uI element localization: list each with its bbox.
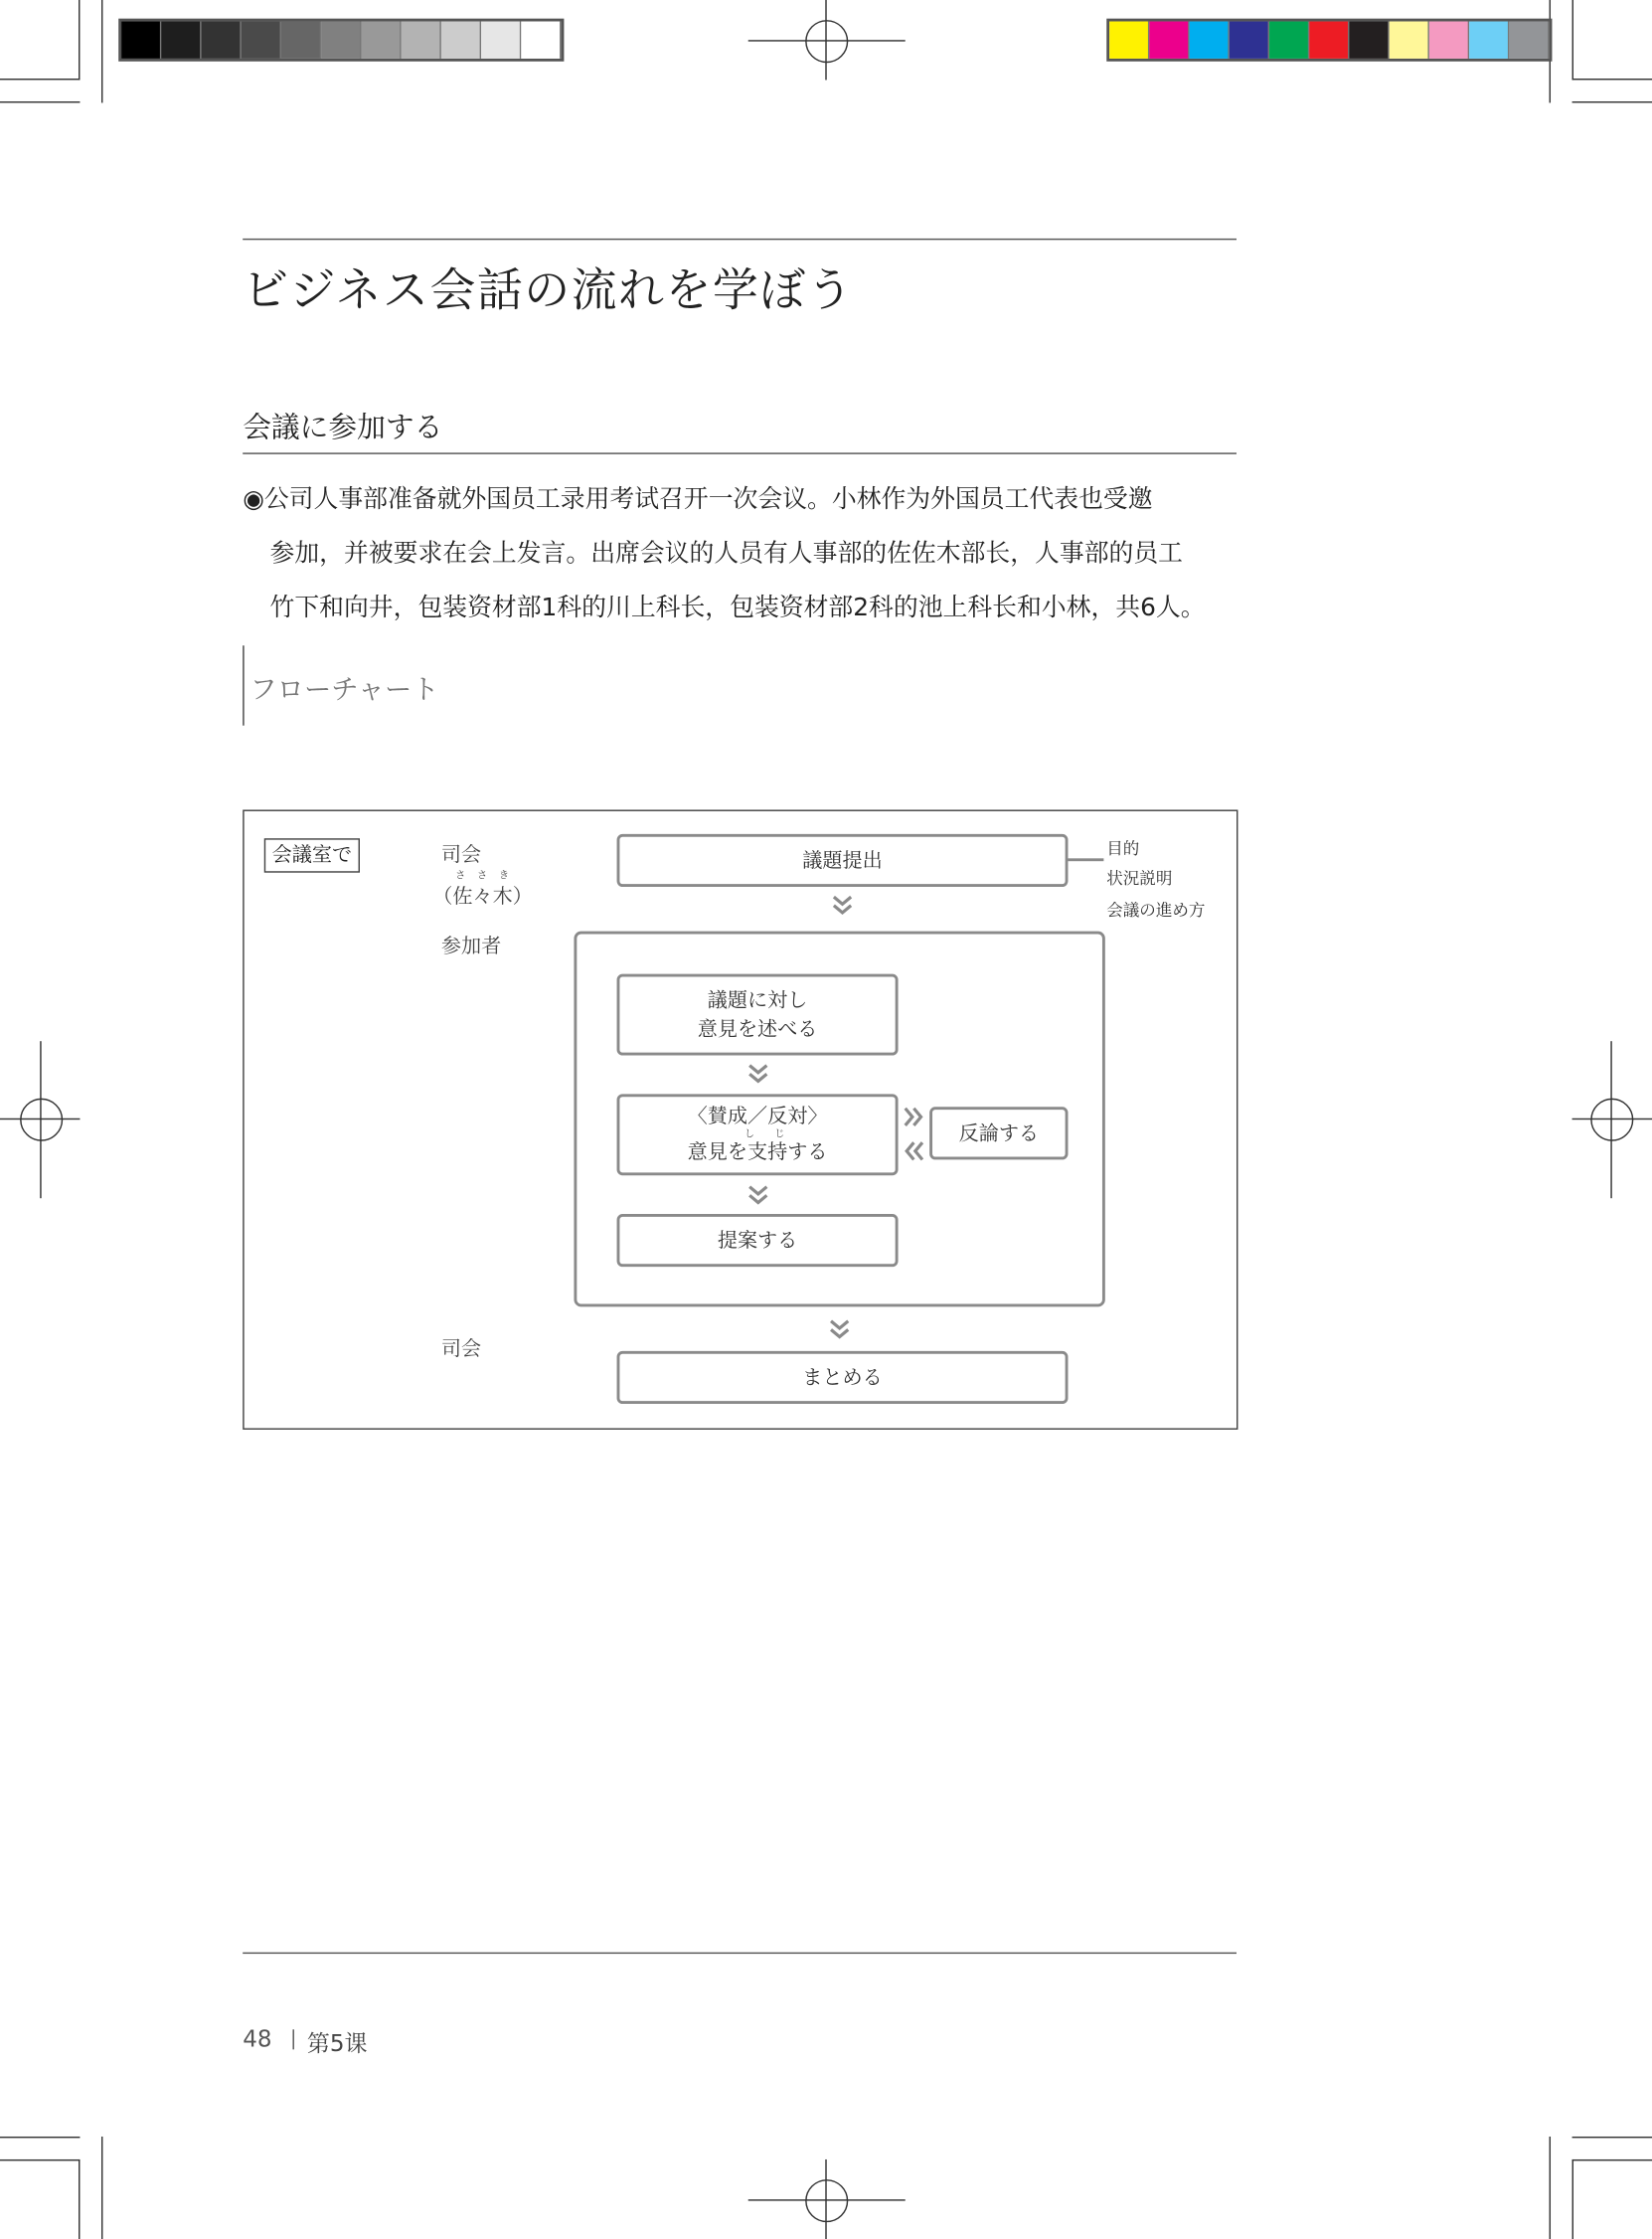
role-chair-name: （佐々木）	[432, 885, 533, 909]
grayscale-bar	[118, 19, 564, 62]
chair-name-ruby: さ さ き	[455, 869, 514, 882]
step-support-line: 〈賛成／反対〉	[687, 1105, 828, 1128]
crop-mark	[0, 2159, 80, 2160]
gray-swatch	[202, 22, 242, 59]
color-swatch	[1429, 22, 1469, 59]
lesson-label: 第5课	[306, 2029, 368, 2057]
color-swatch	[1190, 22, 1230, 59]
role-participants: 参加者	[440, 935, 502, 958]
crop-mark	[1572, 2137, 1652, 2138]
gray-swatch	[321, 22, 361, 59]
crop-mark	[1550, 2137, 1551, 2239]
paragraph-line: 参加，并被要求在会上发言。出席会议的人员有人事部的佐佐木部长，人事部的员工	[269, 539, 1184, 569]
step-rebut-text: 反論する	[958, 1121, 1040, 1145]
label-bar	[243, 645, 244, 725]
gray-swatch	[441, 22, 481, 59]
top-rule	[243, 239, 1237, 240]
crop-mark	[1572, 79, 1652, 80]
crop-mark	[0, 79, 80, 80]
crop-mark	[101, 0, 102, 102]
footer-rule	[243, 1953, 1237, 1954]
color-swatch	[1309, 22, 1349, 59]
color-swatch	[1390, 22, 1429, 59]
page-number: 48	[243, 2024, 272, 2053]
step-propose	[617, 1214, 899, 1267]
page-title: ビジネス会話の流れを学ぼう	[243, 262, 855, 317]
crop-mark	[0, 2137, 80, 2138]
step-agenda	[617, 834, 1069, 887]
agenda-note: 会議の進め方	[1106, 899, 1206, 921]
color-swatch	[1349, 22, 1389, 59]
color-swatch	[1149, 22, 1189, 59]
section-heading: 会議に参加する	[243, 410, 443, 444]
color-swatch	[1509, 22, 1549, 59]
crop-mark	[1572, 0, 1573, 80]
flowchart-label: フローチャート	[249, 674, 439, 706]
crop-mark	[1572, 2159, 1573, 2239]
crop-mark	[79, 0, 80, 80]
gray-swatch	[361, 22, 401, 59]
crop-mark	[1572, 2159, 1652, 2160]
crop-mark	[101, 2137, 102, 2239]
chevron-down-icon	[828, 1318, 851, 1341]
step-agenda-text: 議題提出	[802, 848, 883, 872]
chevron-down-icon	[831, 894, 854, 917]
gray-swatch	[161, 22, 201, 59]
color-swatch	[1109, 22, 1149, 59]
step-summarize	[617, 1351, 1069, 1404]
color-swatch	[1269, 22, 1309, 59]
gray-swatch	[281, 22, 321, 59]
gray-swatch	[521, 22, 561, 59]
chevron-left-icon	[903, 1139, 925, 1162]
step-support-line: 意見を支持する	[687, 1140, 828, 1164]
gray-swatch	[121, 22, 161, 59]
crop-mark	[79, 2159, 80, 2239]
color-swatch	[1469, 22, 1509, 59]
footer-divider	[292, 2029, 293, 2049]
gray-swatch	[402, 22, 441, 59]
color-bar	[1106, 19, 1552, 62]
role-chair: 司会	[440, 843, 482, 867]
color-swatch	[1230, 22, 1269, 59]
support-ruby: し じ	[743, 1127, 794, 1140]
agenda-note: 状況説明	[1106, 868, 1173, 889]
step-rebut	[929, 1107, 1068, 1159]
chevron-down-icon	[746, 1063, 769, 1086]
crop-mark	[0, 101, 80, 102]
step-opinion-line: 意見を述べる	[697, 1017, 818, 1041]
connector-line	[1068, 858, 1103, 861]
crop-mark	[1572, 101, 1652, 102]
paragraph-line: ◉公司人事部准备就外国员工录用考试召开一次会议。小林作为外国员工代表也受邀	[243, 485, 1153, 515]
step-opinion-line: 議題に対し	[707, 988, 808, 1012]
gray-swatch	[481, 22, 521, 59]
step-propose-text: 提案する	[717, 1229, 798, 1253]
chevron-right-icon	[903, 1106, 925, 1128]
step-opinion	[617, 974, 899, 1056]
step-support	[617, 1094, 899, 1175]
step-summarize-text: まとめる	[802, 1365, 883, 1389]
gray-swatch	[242, 22, 281, 59]
location-tag: 会議室で	[264, 838, 360, 872]
role-chair-end: 司会	[440, 1337, 482, 1361]
chevron-down-icon	[746, 1184, 769, 1207]
agenda-note: 目的	[1106, 838, 1140, 859]
section-rule	[243, 452, 1237, 453]
paragraph-line: 竹下和向井，包装资材部1科的川上科长，包装资材部2科的池上科长和小林，共6人。	[269, 594, 1206, 623]
